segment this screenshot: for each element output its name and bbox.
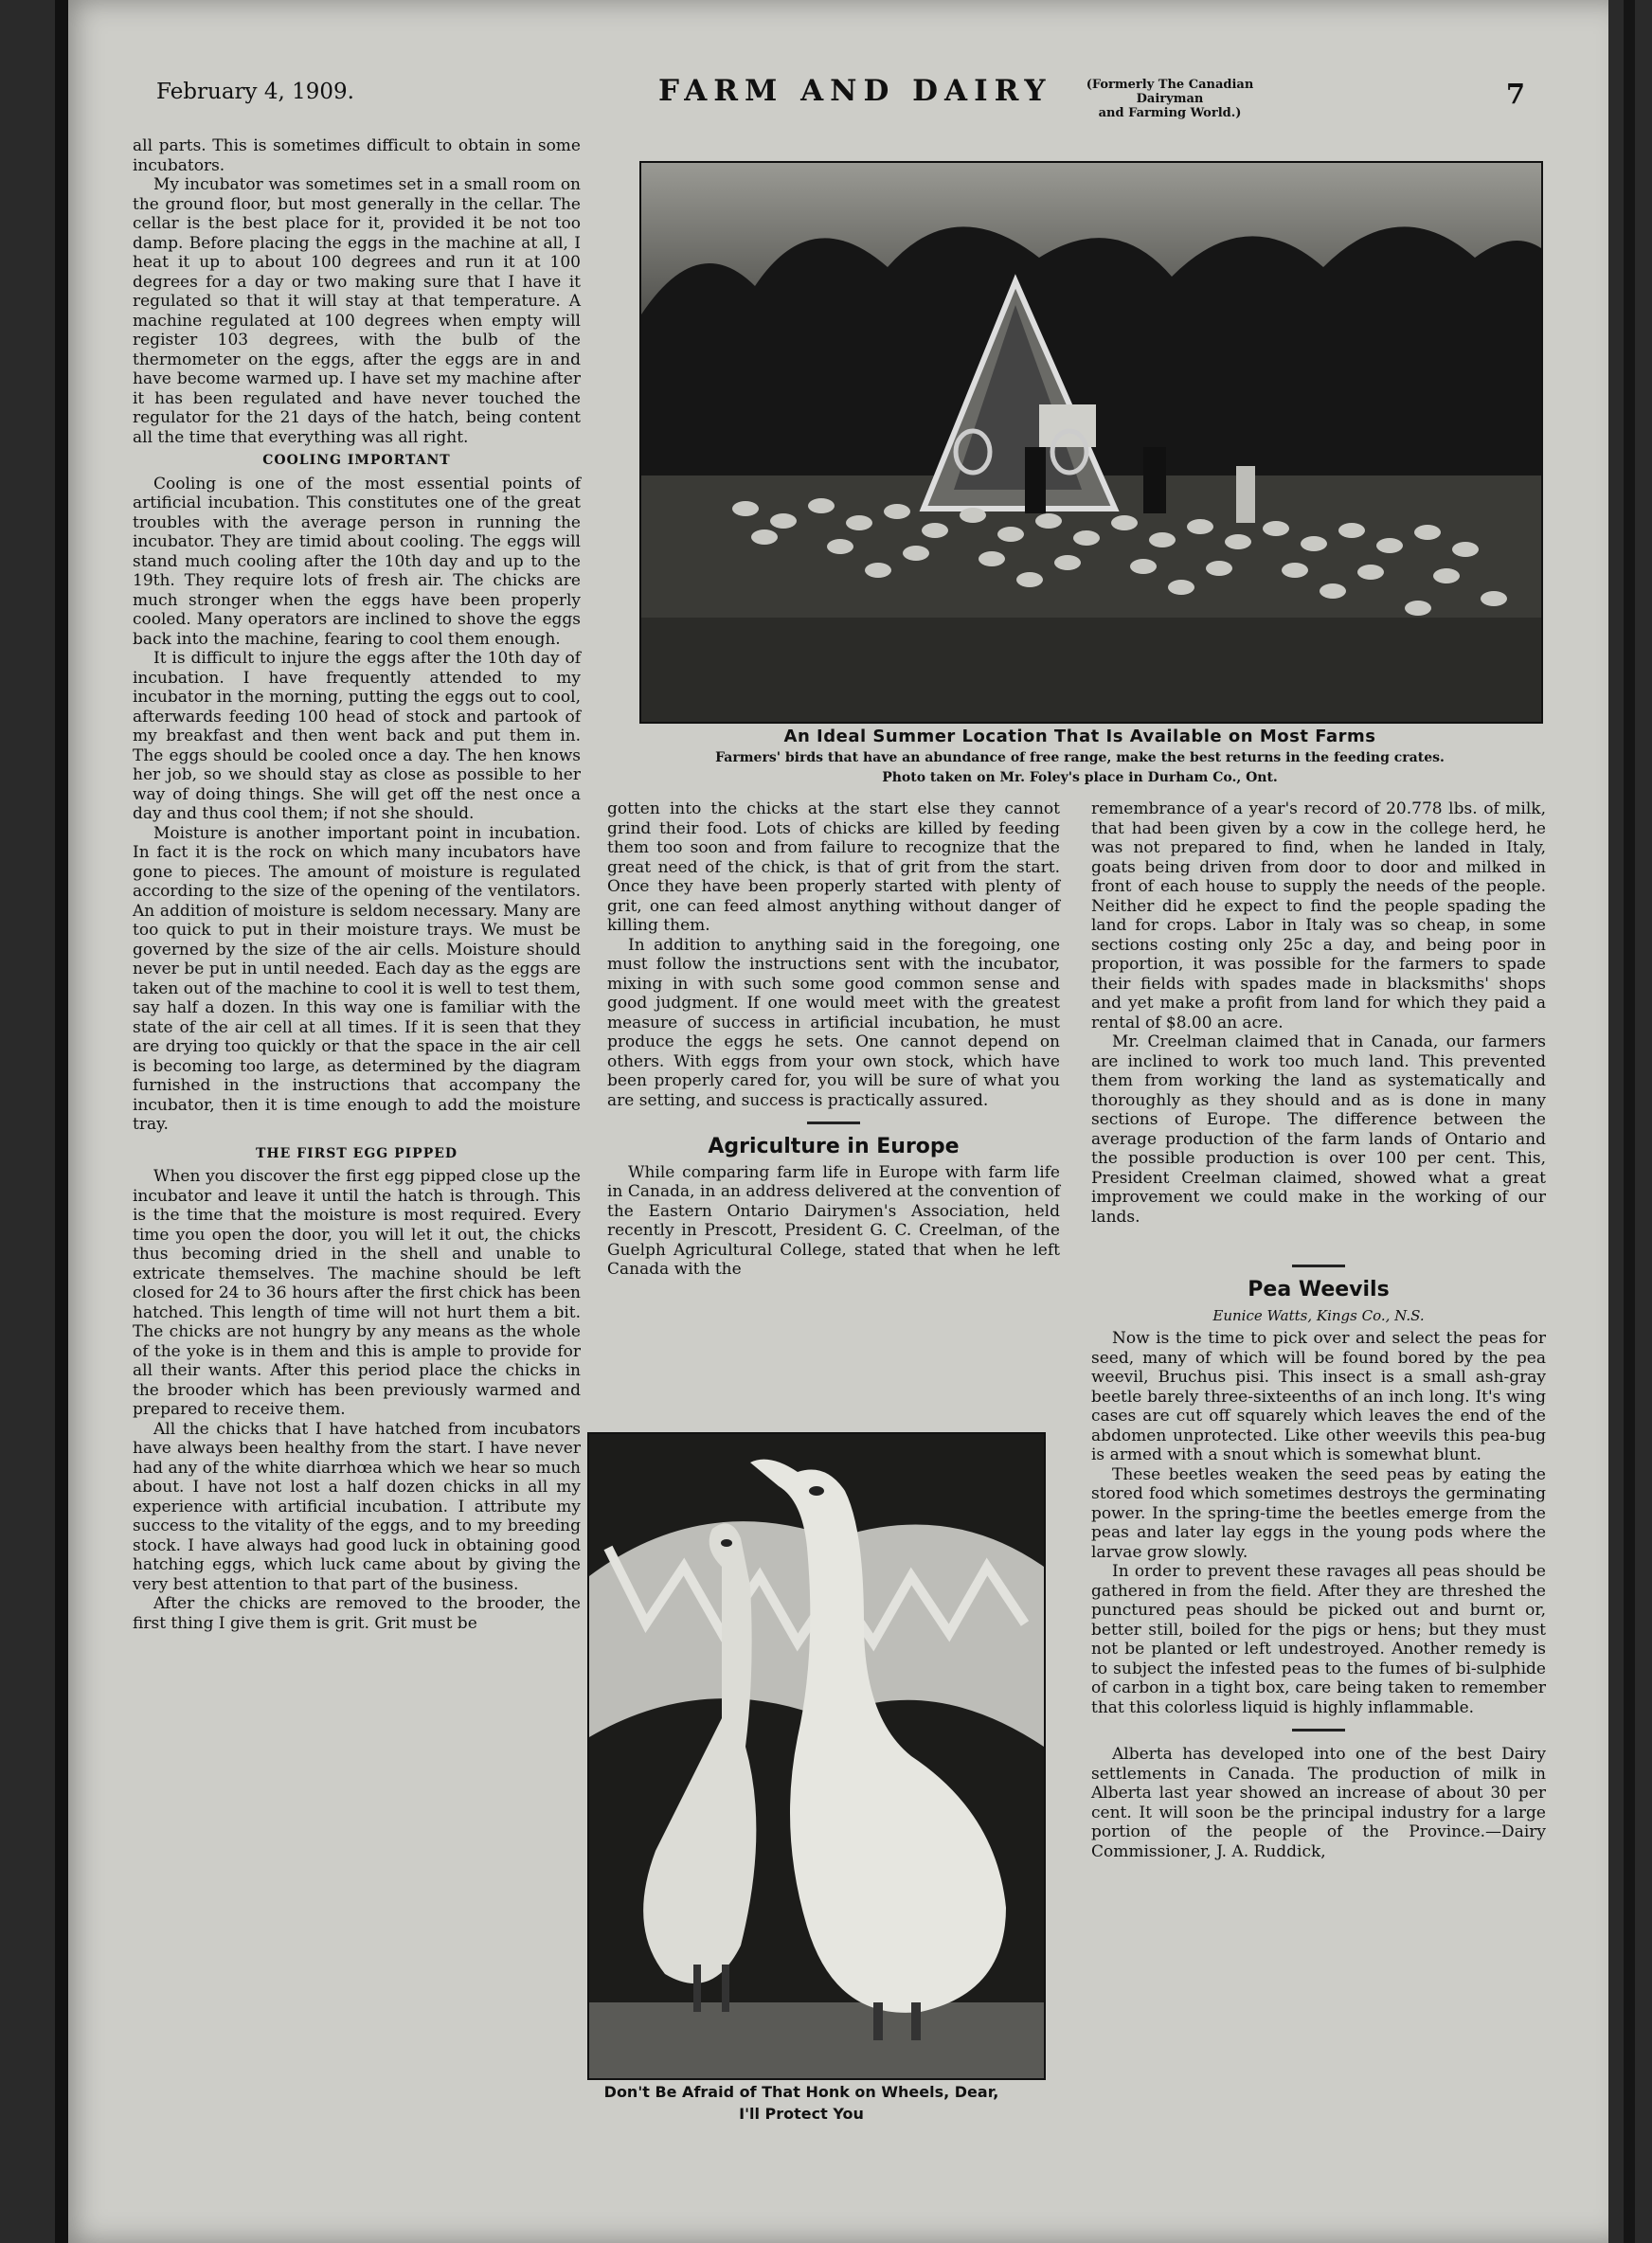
column-2 [607,799,1060,1280]
page-header [156,74,1544,131]
column-3 [1091,799,1546,1861]
caption-line: Photo taken on Mr. Foley's place in Durham Co., Ont. [882,770,1278,785]
photo-image [641,163,1541,722]
paragraph: In addition to anything said in the foregoing, one must follow the instructions sent with the incubator, mixing in with such some good common sense and good judgment. If one would meet with the greatest measure of success in artificial incubation, he must produce the eggs he sets. One cannot depend on others. With eggs from your own stock, which have been properly cared for, you will be sure of what you are setting, and success is practically assured. [607,935,1060,1110]
paragraph: While comparing farm life in Europe with farm life in Canada, in an address delivered at the convention of the Eastern Ontario Dairymen's Association, held recently in Prescott, President G. C. Creelman, of the Guelph Agricultural College, stated that when he left Canada with the [607,1162,1060,1279]
paragraph: gotten into the chicks at the start else they cannot grind their food. Lots of chicks are killed by feeding them too soon and from failure to recognize that the great need of the chick, is that of grit from the start. Once they have been properly started with plenty of grit, one can feed almost anything without danger of killing them. [607,799,1060,935]
byline: Eunice Watts, Kings Co., N.S. [1212,1306,1425,1324]
subheading-first-egg: THE FIRST EGG PIPPED [255,1145,458,1161]
page-number: 7 [1505,78,1525,110]
former-title-note: (Formerly The Canadian Dairyman and Farming World.) [1086,78,1254,120]
divider [1292,1729,1345,1732]
issue-date: February 4, 1909. [156,80,354,104]
subheading-cooling: COOLING IMPORTANT [262,453,451,468]
paragraph: Mr. Creelman claimed that in Canada, our farmers are inclined to work too much land. This prevented them from working the land as systematically and thoroughly as they should and as is done in many sections of Europe. The difference between the average production of the farm lands of Ontario and the possible production is over 100 per cent. This, President Creelman claimed, showed what a great improvement we could make in the working of our lands. [1091,1032,1546,1227]
paragraph: remembrance of a year's record of 20.778 lbs. of milk, that had been given by a cow in the college herd, he was not prepared to find, when he landed in Italy, goats being driven from door to door and milked in front of each house to supply the needs of the people. Neither did he expect to find the people spading the land for crops. Labor in Italy was so cheap, in some sections costing only 25c a day, and being poor in proportion, it was possible for the farmers to spade their fields with spades made in blacksmiths' shops and yet make a profit from land for which they paid a rental of $8.00 an acre. [1091,799,1546,1032]
caption-line: I'll Protect You [739,2105,864,2123]
masthead-title: FARM AND DAIRY [658,74,1052,108]
caption-line: Don't Be Afraid of That Honk on Wheels, Dear, [603,2083,999,2101]
page-edge [1624,0,1635,2243]
chicken-farm-photo [639,161,1543,724]
divider [1292,1265,1345,1267]
headline-agriculture-europe: Agriculture in Europe [708,1135,960,1158]
paragraph: Now is the time to pick over and select the peas for seed, many of which will be found bored by the pea weevil, Bruchus pisi. This insect is a small ash-gray beetle barely three-sixteenths of an inch long. It's wing cases are cut off squarely which leaves the end of the abdomen unprotected. Like other weevils this pea-bug is armed with a snout which is somewhat blunt. [1091,1329,1546,1464]
divider [807,1122,860,1124]
paragraph: In order to prevent these ravages all peas should be gathered in from the field. After they are threshed the punctured peas should be picked out and burnt or, better still, boiled for the pigs or hens; but they must not be planted or left undestroyed. Another remedy is to subject the infested peas to the fumes of bi-sulphide of carbon in a tight box, care being taken to remember that this colorless liquid is highly inflammable. [1091,1562,1546,1717]
caption-line: Farmers' birds that have an abundance of free range, make the best returns in the feeding crates. [715,750,1445,765]
paragraph: All the chicks that I have hatched from incubators have always been healthy from the start. I have never had any of the white diarrhœa which we hear so much about. I have not lost a half dozen chicks in all my experience with artificial incubation. I attribute my success to the vitality of the eggs, and to my breeding stock. I have always had good luck in obtaining good hatching eggs, which luck came about by giving the very best attention to that part of the business. [133,1419,581,1594]
paragraph: My incubator was sometimes set in a small room on the ground floor, but most generally in the cellar. The cellar is the best place for it, provided it be not too damp. Before placing the eggs in the machine at all, I heat it up to about 100 degrees and run it at 100 degrees for a day or two making sure that I have it regulated so that it will stay at that temperature. A machine regulated at 100 degrees when empty will register 103 degrees, with the bulb of the thermometer on the eggs, after the eggs are in and have become warmed up. I have set my machine after it has been regulated and have never touched the regulator for the 21 days of the hatch, being content all the time that everything was all right. [133,175,581,447]
caption-title: An Ideal Summer Location That Is Available on Most Farms [783,727,1376,746]
paragraph: Moisture is another important point in incubation. In fact it is the rock on which many incubators have gone to pieces. The amount of moisture is regulated according to the size of the opening of the ventilators. An addition of moisture is seldom necessary. Many are too quick to put in their moisture trays. We must be governed by the size of the air cells. Moisture should never be put in until needed. Each day as the eggs are taken out of the machine to cool it is well to test them, say half a dozen. In this way one is familiar with the state of the air cell at all times. If it is seen that they are drying too quickly or that the space in the air cell is becoming too large, as determined by the diagram furnished in the instructions that accompany the incubator, then it is time enough to add the moisture tray. [133,823,581,1134]
paragraph: It is difficult to injure the eggs after the 10th day of incubation. I have frequently attended to my incubator in the morning, putting the eggs out to cool, afterwards feeding 100 head of stock and partook of my breakfast and then went back and put them in. The eggs should be cooled once a day. The hen knows her job, so we should stay as close as possible to her way of doing things. She will get off the nest once a day and thus cool them; if not she should. [133,649,581,823]
paragraph: After the chicks are removed to the brooder, the first thing I give them is grit. Grit must be [133,1594,581,1633]
photo-image [589,1434,1044,2078]
paragraph: Cooling is one of the most essential points of artificial incubation. This constitutes one of the great troubles with the average person in running the incubator. They are timid about cooling. The eggs will stand much cooling after the 10th day and up to the 19th. They require lots of fresh air. The chicks are much stronger when the eggs have been properly cooled. Many operators are inclined to shove the eggs back into the machine, fearing to cool them enough. [133,474,581,649]
photo-caption-2 [580,2081,1023,2125]
paragraph: These beetles weaken the seed peas by eating the stored food which sometimes destroys the germinating power. In the spring-time the beetles emerge from the peas and later lay eggs in the young pods where the larvae grow slowly. [1091,1464,1546,1562]
paragraph: all parts. This is sometimes difficult to obtain in some incubators. [133,136,581,175]
paragraph: When you discover the first egg pipped close up the incubator and leave it until the hatch is through. This is the time that the moisture is most required. Every time you open the door, you will let it out, the chicks thus becoming dried in the shell and unable to extricate themselves. The machine should be left closed for 24 to 36 hours after the first chick has been hatched. This length of time will not hurt them a bit. The chicks are not hungry by any means as the whole of the yoke is in them and this is ample to provide for all their wants. After this period place the chicks in the brooder which has been previously warmed and prepared to receive them. [133,1167,581,1419]
headline-pea-weevils: Pea Weevils [1248,1278,1390,1301]
column-1 [133,136,581,1633]
photo-caption-1 [606,727,1553,786]
paragraph: Alberta has developed into one of the best Dairy settlements in Canada. The production of milk in Alberta last year showed an increase of about 30 per cent. It will soon be the principal industry for a large portion of the people of the Province.—Dairy Commissioner, J. A. Ruddick, [1091,1745,1546,1861]
geese-photo [587,1432,1046,2080]
